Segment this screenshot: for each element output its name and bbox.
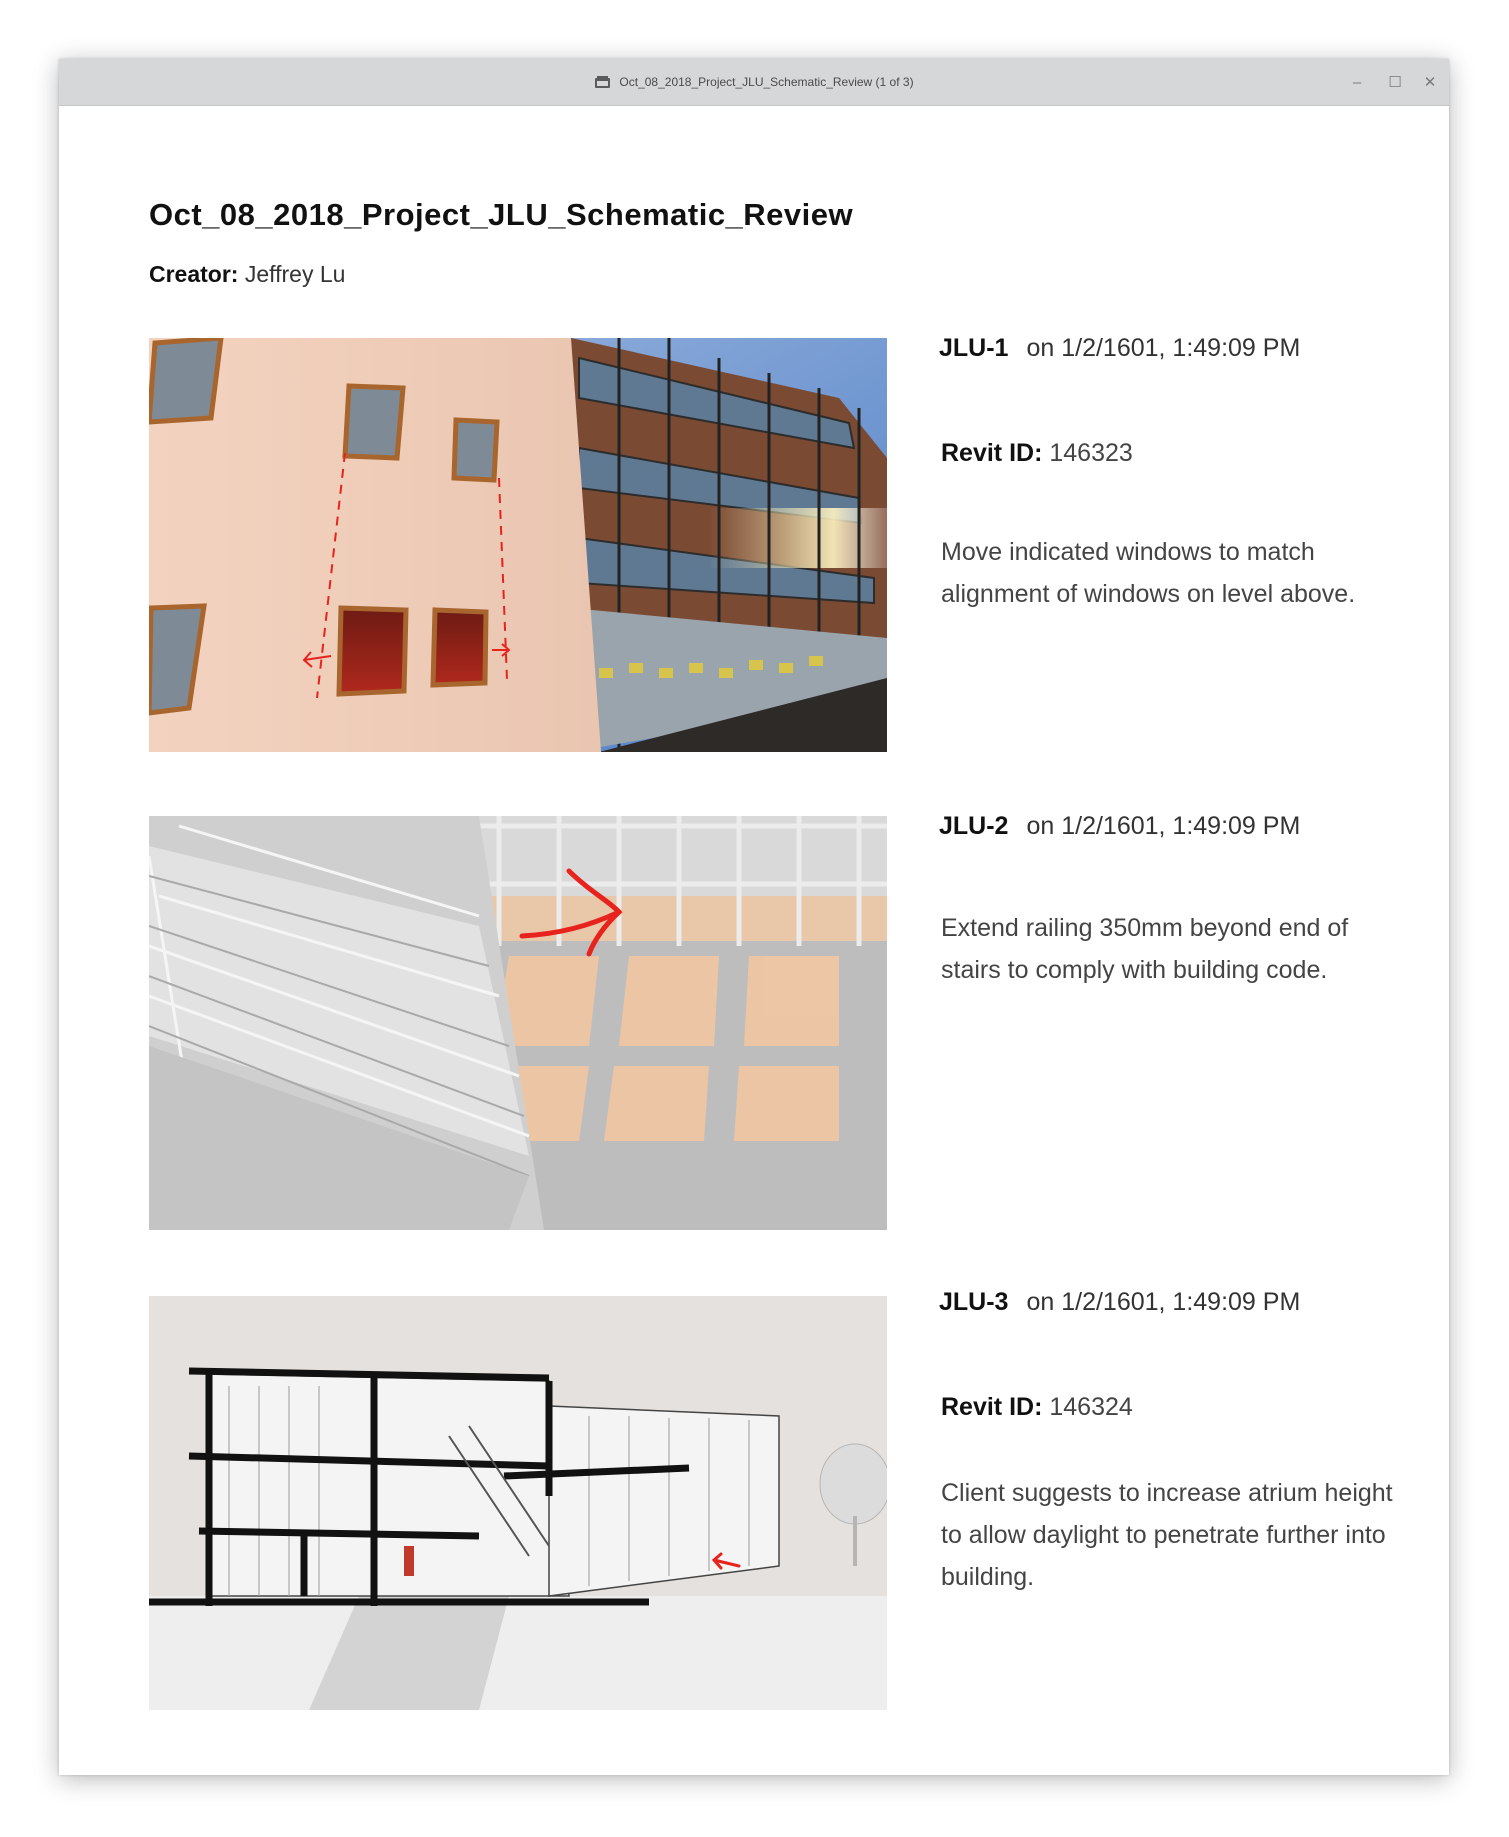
issue-3-description: Client suggests to increase atrium height to allow daylight to penetrate further into building. (941, 1479, 1393, 1591)
creator-name: Jeffrey Lu (244, 261, 346, 287)
close-button[interactable] (1411, 59, 1449, 105)
issue-3-screenshot[interactable] (149, 1296, 887, 1710)
issue-3-id[interactable]: JLU-3 (939, 1288, 1009, 1316)
close-icon: ✕ (1423, 74, 1437, 91)
creator-line (149, 261, 345, 288)
document-title: Oct_08_2018_Project_JLU_Schematic_Review (149, 197, 854, 232)
document-icon (594, 75, 611, 89)
app-window (59, 59, 1449, 1775)
window-title: Oct_08_2018_Project_JLU_Schematic_Review (1 of 3) (619, 75, 914, 89)
issue-2-description: Extend railing 350mm beyond end of stairs to comply with building code. (941, 914, 1349, 984)
issue-2-date: on 1/2/1601, 1:49:09 PM (1026, 812, 1301, 840)
issue-3-revit (941, 1393, 1133, 1422)
issue-2-id[interactable]: JLU-2 (939, 812, 1009, 840)
issue-1-date: on 1/2/1601, 1:49:09 PM (1026, 334, 1301, 362)
issue-1-revit-id: 146323 (1049, 439, 1133, 467)
issue-2-header (939, 812, 1300, 841)
issue-1-description: Move indicated windows to match alignment of windows on level above. (941, 538, 1356, 608)
issue-1-revit-label: Revit ID: (941, 439, 1043, 467)
minimize-icon: – (1352, 73, 1362, 91)
issue-1-id[interactable]: JLU-1 (939, 334, 1009, 362)
issue-3-header (939, 1288, 1300, 1317)
creator-label: Creator: (149, 261, 239, 287)
issue-1-screenshot[interactable] (149, 338, 887, 752)
maximize-button[interactable] (1376, 59, 1414, 105)
issue-3-revit-label: Revit ID: (941, 1393, 1043, 1421)
issue-2-screenshot[interactable] (149, 816, 887, 1230)
maximize-icon: ☐ (1388, 74, 1402, 91)
title-bar-center (59, 59, 1449, 105)
issue-1-header (939, 334, 1300, 363)
issue-1-revit (941, 439, 1133, 468)
title-bar[interactable] (59, 59, 1449, 106)
issue-3-revit-id: 146324 (1049, 1393, 1133, 1421)
minimize-button[interactable] (1338, 59, 1376, 105)
issue-3-date: on 1/2/1601, 1:49:09 PM (1026, 1288, 1301, 1316)
